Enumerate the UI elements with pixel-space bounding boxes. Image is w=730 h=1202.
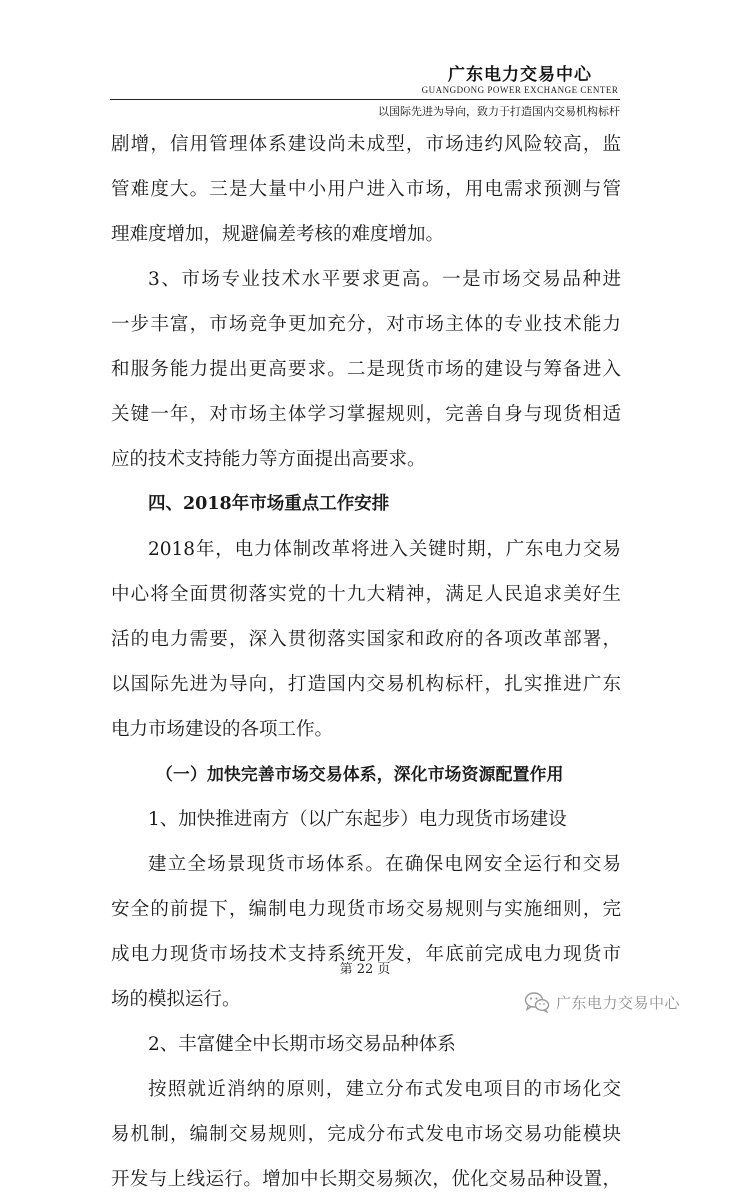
text-line: 四、2018年市场重点工作安排 <box>148 494 390 514</box>
text-line: 场的模拟运行。 <box>111 989 241 1010</box>
watermark-text: 广东电力交易中心 <box>556 993 681 1012</box>
wechat-icon <box>524 991 550 1013</box>
text-line: 以国际先进为导向，打造国内交易机构标杆，扎实推进广东 <box>111 674 621 695</box>
page-number: 第 22 页 <box>339 962 391 977</box>
text-line: 成电力现货市场技术支持系统开发，年底前完成电力现货市 <box>111 944 621 965</box>
text-line: 建立全场景现货市场体系。在确保电网安全运行和交易 <box>148 854 621 875</box>
text-line: 电力市场建设的各项工作。 <box>111 719 334 740</box>
header-slogan: 以国际先进为导向，致力于打造国内交易机构标杆 <box>378 105 620 118</box>
header-subtitle: GUANGDONG POWER EXCHANGE CENTER <box>421 85 619 95</box>
text-line: （一）加快完善市场交易体系，深化市场资源配置作用 <box>156 764 564 784</box>
text-line: 和服务能力提出更高要求。二是现货市场的建设与筹备进入 <box>111 359 621 380</box>
text-line: 剧增，信用管理体系建设尚未成型，市场违约风险较高，监 <box>111 134 621 155</box>
page-header <box>0 0 730 118</box>
text-line: 关键一年，对市场主体学习掌握规则，完善自身与现货相适 <box>111 404 621 425</box>
header-divider <box>110 99 620 100</box>
text-line: 2018年，电力体制改革将进入关键时期，广东电力交易 <box>148 539 621 560</box>
watermark <box>524 988 680 1016</box>
text-line: 应的技术支持能力等方面提出高要求。 <box>111 449 426 470</box>
text-line: 易机制，编制交易规则，完成分布式发电市场交易功能模块 <box>111 1124 621 1145</box>
text-line: 管难度大。三是大量中小用户进入市场，用电需求预测与管 <box>111 179 621 200</box>
text-line: 中心将全面贯彻落实党的十九大精神，满足人民追求美好生 <box>111 584 621 605</box>
document-body <box>111 122 621 1202</box>
text-line: 按照就近消纳的原则，建立分布式发电项目的市场化交 <box>148 1079 621 1100</box>
text-line: 2、丰富健全中长期市场交易品种体系 <box>148 1034 456 1055</box>
text-line: 1、加快推进南方（以广东起步）电力现货市场建设 <box>148 809 567 830</box>
header-title: 广东电力交易中心 <box>448 65 592 85</box>
text-line: 3、市场专业技术水平要求更高。一是市场交易品种进 <box>148 269 621 290</box>
text-line: 安全的前提下，编制电力现货市场交易规则与实施细则，完 <box>111 899 621 920</box>
text-line: 开发与上线运行。增加中长期交易频次，优化交易品种设置， <box>111 1169 621 1190</box>
text-line: 理难度增加，规避偏差考核的难度增加。 <box>111 224 445 245</box>
text-line: 一步丰富，市场竞争更加充分，对市场主体的专业技术能力 <box>111 314 621 335</box>
text-line: 活的电力需要，深入贯彻落实国家和政府的各项改革部署， <box>111 629 621 650</box>
